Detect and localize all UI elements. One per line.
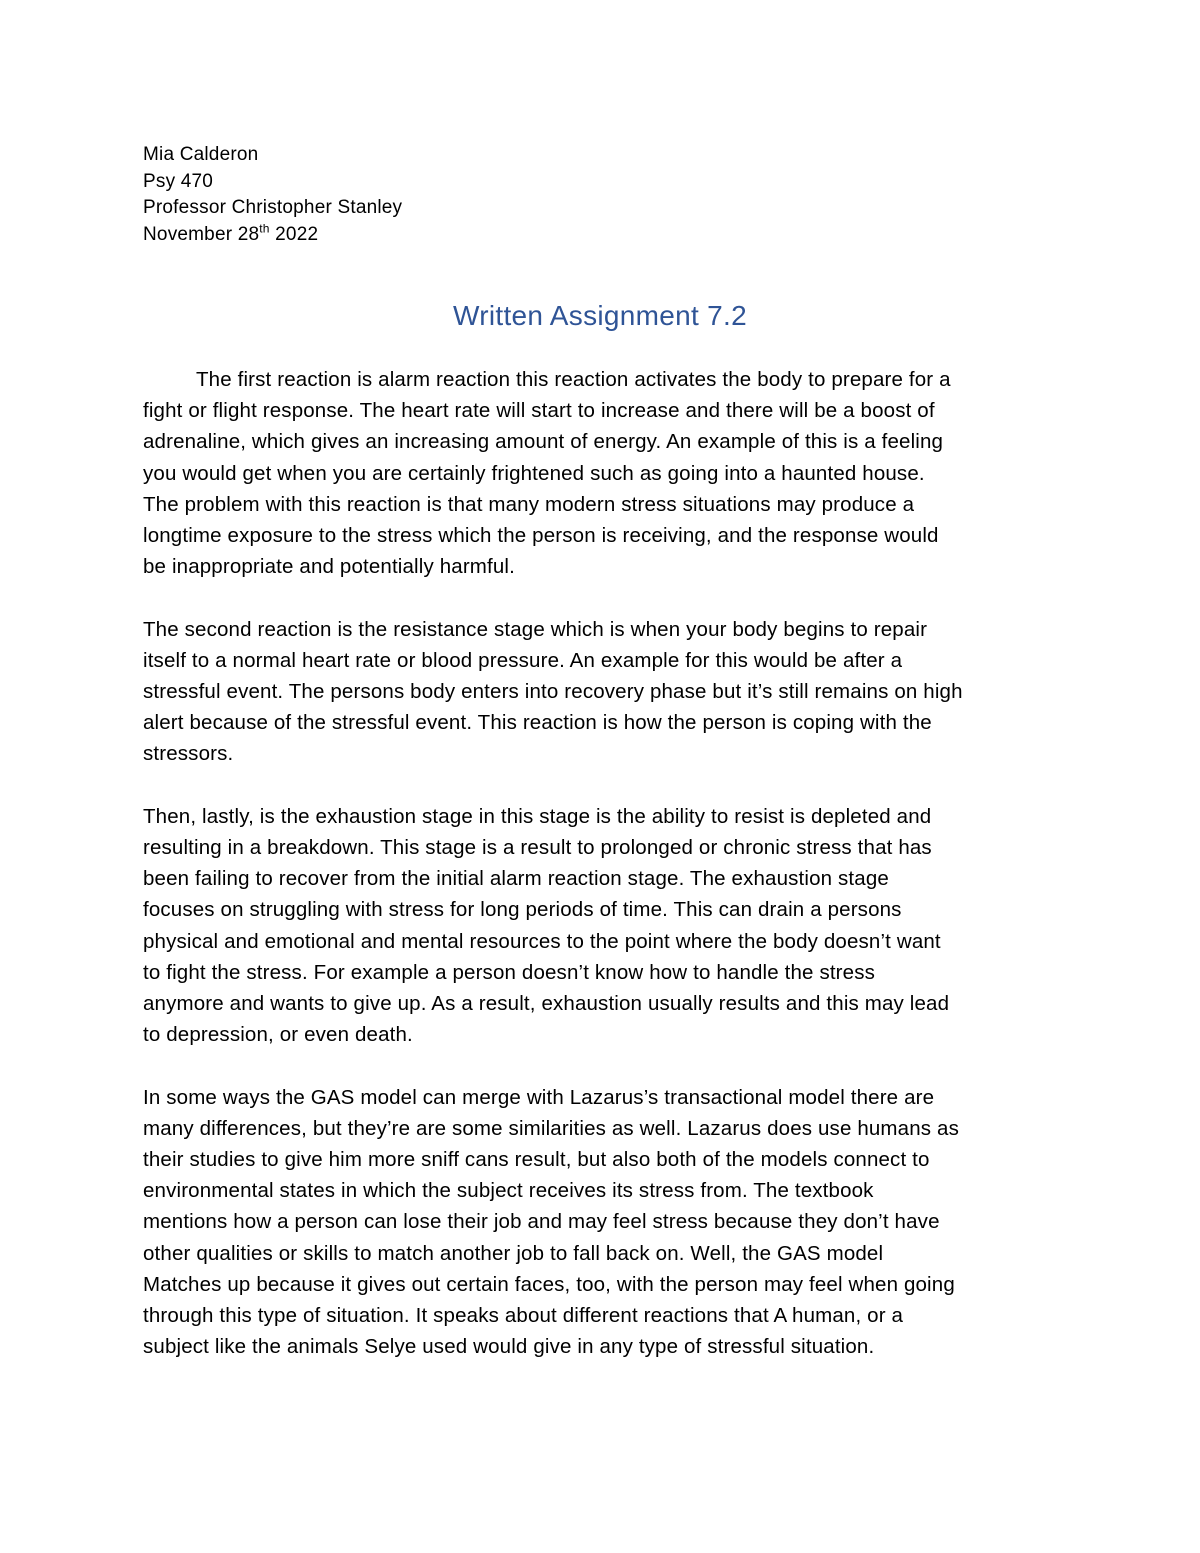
professor-name: Professor Christopher Stanley [143,197,403,218]
paragraph-line: fight or flight response. The heart rate will start to increase and there will be a boost of [143,399,935,423]
paragraph-line: The problem with this reaction is that many modern stress situations may produce a [143,492,915,516]
paragraph-line: focuses on struggling with stress for long periods of time. This can drain a persons [143,898,902,922]
paragraph-alarm-reaction [143,364,1073,582]
paragraph-line: physical and emotional and mental resources to the point where the body doesn’t want [143,929,941,953]
paragraph-line: mentions how a person can lose their job and may feel stress because they don’t have [143,1210,940,1234]
paragraph-line: anymore and wants to give up. As a result, exhaustion usually results and this may lead [143,992,950,1016]
paragraph-line: Matches up because it gives out certain faces, too, with the person may feel when going [143,1272,955,1296]
paragraph-line: stressors. [143,742,234,766]
paragraph-line: been failing to recover from the initial alarm reaction stage. The exhaustion stage [143,867,889,891]
paragraph-resistance-stage [143,614,1073,770]
paragraph-line: The first reaction is alarm reaction this reaction activates the body to prepare for a [196,368,951,391]
document-body [143,364,1073,1394]
paragraph-line: environmental states in which the subject receives its stress from. The textbook [143,1179,874,1203]
date-year: 2022 [269,223,319,245]
paragraph-line: to fight the stress. For example a person doesn’t know how to handle the stress [143,960,876,984]
paragraph-line: Then, lastly, is the exhaustion stage in this stage is the ability to resist is depleted and [143,804,932,828]
author-header [143,142,402,248]
date-ordinal-suffix: th [259,221,270,236]
course-name: Psy 470 [143,170,214,192]
paragraph-line: through this type of situation. It speaks about different reactions that A human, or a [143,1304,904,1328]
date-prefix: November 28 [143,223,260,245]
paragraph-line: be inappropriate and potentially harmful. [143,555,515,579]
author-name: Mia Calderon [143,144,259,165]
paragraph-line: their studies to give him more sniff cans result, but also both of the models connect to [143,1148,930,1172]
paragraph-line: alert because of the stressful event. This reaction is how the person is coping with the [143,711,932,735]
paragraph-line: itself to a normal heart rate or blood pressure. An example for this would be after a [143,648,903,672]
paragraph-line: many differences, but they’re are some similarities as well. Lazarus does use humans as [143,1116,959,1140]
paragraph-line: stressful event. The persons body enters into recovery phase but it’s still remains on high [143,680,963,704]
paragraph-exhaustion-stage [143,801,1073,1051]
paragraph-line: longtime exposure to the stress which the person is receiving, and the response would [143,524,939,548]
paragraph-line: other qualities or skills to match another job to fall back on. Well, the GAS model [143,1241,884,1265]
paragraph-line: subject like the animals Selye used would give in any type of stressful situation. [143,1335,875,1359]
paragraph-line: adrenaline, which gives an increasing amount of energy. An example of this is a feeling [143,430,944,454]
assignment-date [143,222,402,249]
paragraph-line: to depression, or even death. [143,1023,413,1047]
paragraph-line: resulting in a breakdown. This stage is a result to prolonged or chronic stress that has [143,836,932,860]
paragraph-line: The second reaction is the resistance stage which is when your body begins to repair [143,617,928,641]
paragraph-line: In some ways the GAS model can merge with Lazarus’s transactional model there are [143,1085,935,1109]
paragraph-gas-lazarus-comparison [143,1082,1073,1363]
document-title: Written Assignment 7.2 [453,300,747,331]
paragraph-line: you would get when you are certainly frightened such as going into a haunted house. [143,461,925,485]
